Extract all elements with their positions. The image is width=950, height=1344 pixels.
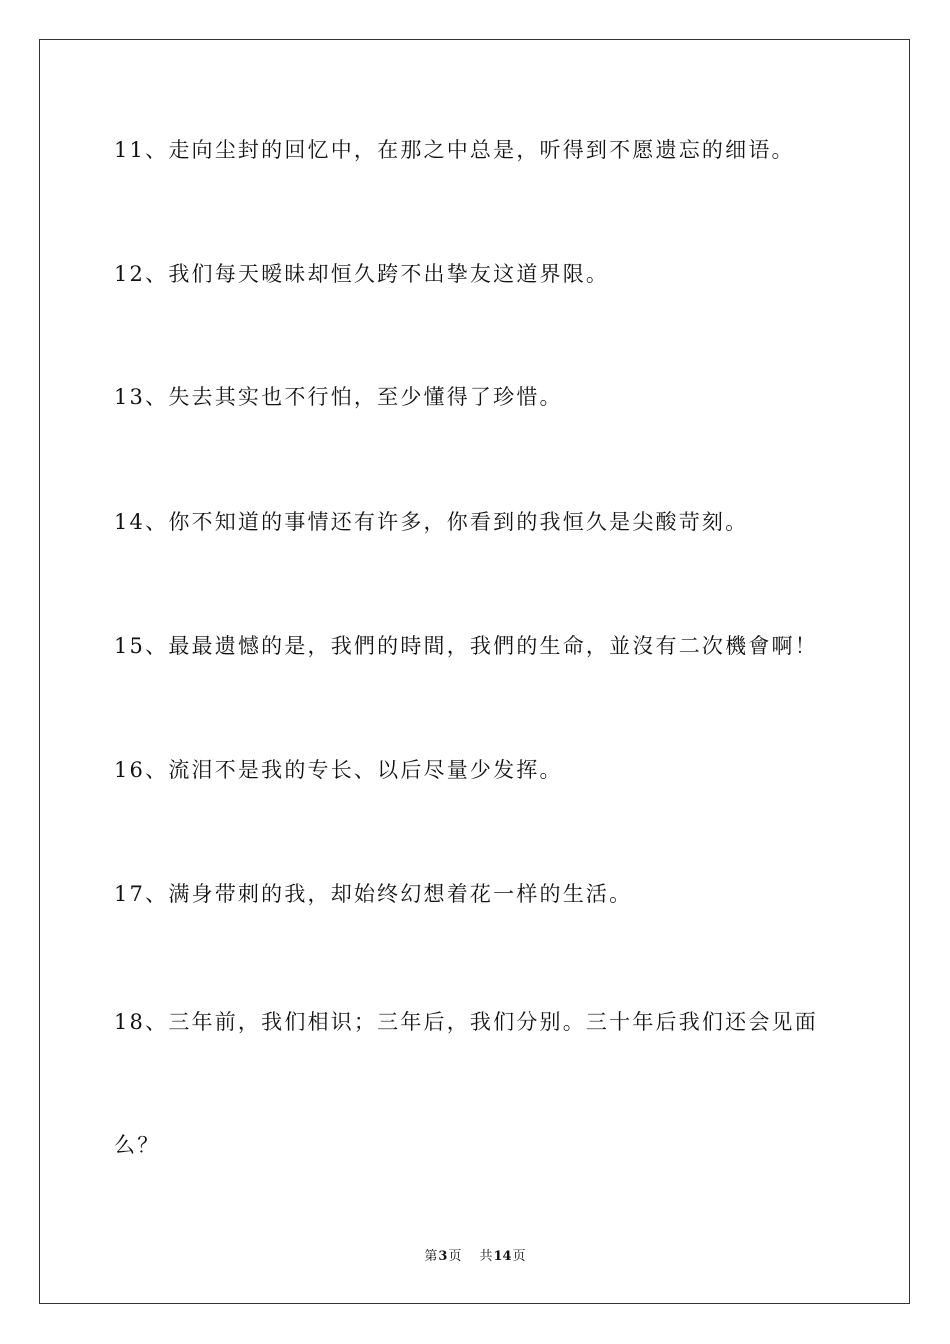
text-line-15: 15、最最遗憾的是，我們的時間，我們的生命，並沒有二次機會啊！ <box>114 634 818 658</box>
text-line-12: 12、我们每天暧昧却恒久跨不出挚友这道界限。 <box>114 262 610 286</box>
text-line-13: 13、失去其实也不行怕，至少懂得了珍惜。 <box>114 385 563 409</box>
total-pages: 14 <box>493 1249 512 1264</box>
text-line-16: 16、流泪不是我的专长、以后尽量少发挥。 <box>114 758 563 782</box>
text-line-18-continued: 么？ <box>114 1133 161 1157</box>
page-footer <box>0 1250 950 1263</box>
page-suffix: 页 <box>448 1249 462 1264</box>
text-line-17: 17、满身带刺的我，却始终幻想着花一样的生活。 <box>114 882 633 906</box>
text-line-14: 14、你不知道的事情还有许多，你看到的我恒久是尖酸苛刻。 <box>114 510 749 534</box>
page-number: 3 <box>438 1249 448 1264</box>
text-line-11: 11、走向尘封的回忆中，在那之中总是，听得到不愿遗忘的细语。 <box>114 138 795 162</box>
total-prefix: 共 <box>479 1249 493 1264</box>
total-suffix: 页 <box>512 1249 526 1264</box>
text-line-18: 18、三年前，我们相识；三年后，我们分别。三十年后我们还会见面 <box>114 1010 818 1034</box>
page-prefix: 第 <box>424 1249 438 1264</box>
page-border <box>39 39 910 1304</box>
